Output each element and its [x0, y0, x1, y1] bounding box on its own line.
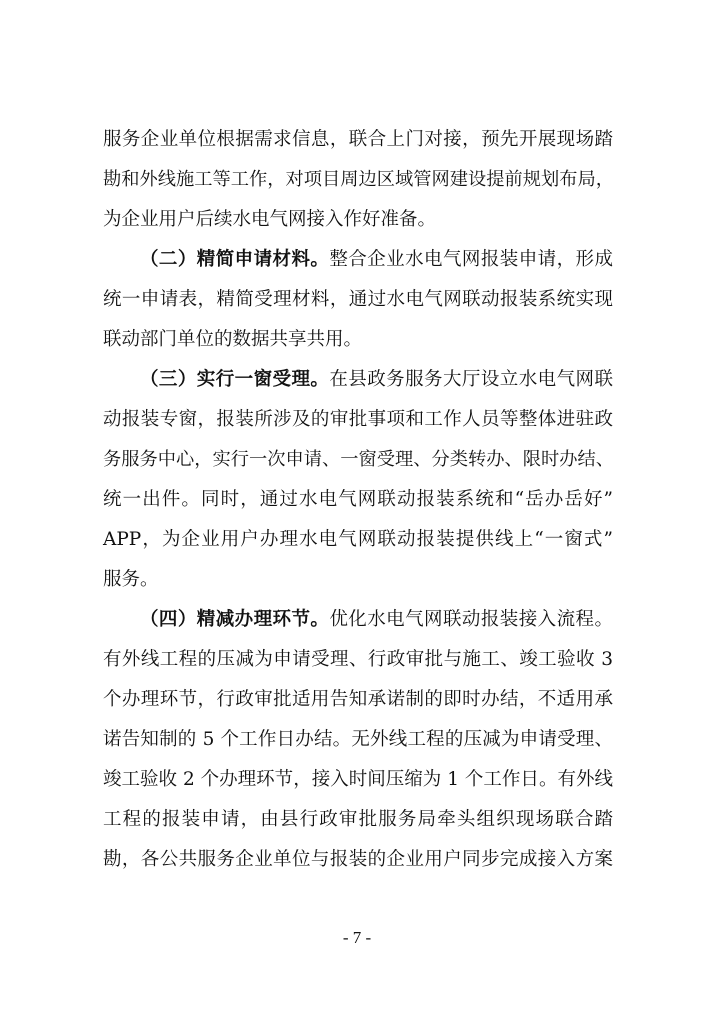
- body-line: 个办理环节，行政审批适用告知承诺制的即时办结，不适用承: [103, 689, 613, 710]
- body-line: 竣工验收 2 个办理环节，接入时间压缩为 1 个工作日。有外线: [103, 769, 613, 790]
- body-line: 统一出件。同时，通过水电气网联动报装系统和“岳办岳好”: [103, 489, 613, 510]
- body-line: 诺告知制的 5 个工作日办结。无外线工程的压减为申请受理、: [103, 729, 613, 750]
- body-line: 勘，各公共服务企业单位与报装的企业用户同步完成接入方案: [103, 849, 613, 870]
- body-line: 勘和外线施工等工作，对项目周边区域管网建设提前规划布局，: [103, 169, 614, 190]
- section-heading-line: （四）精减办理环节。优化水电气网联动报装接入流程。: [140, 609, 613, 630]
- body-line: 统一申请表，精简受理材料，通过水电气网联动报装系统实现: [103, 289, 613, 310]
- body-line: 有外线工程的压减为申请受理、行政审批与施工、竣工验收 3: [103, 649, 613, 670]
- body-line: APP，为企业用户办理水电气网联动报装提供线上“一窗式”: [103, 529, 613, 550]
- body-line: 务服务中心，实行一次申请、一窗受理、分类转办、限时办结、: [103, 449, 614, 470]
- body-line: 工程的报装申请，由县行政审批服务局牵头组织现场联合踏: [103, 809, 613, 830]
- page-number: - 7 -: [342, 928, 372, 947]
- section-heading-line: （二）精简申请材料。整合企业水电气网报装申请，形成: [140, 249, 613, 270]
- body-line: 服务企业单位根据需求信息，联合上门对接，预先开展现场踏: [103, 129, 613, 150]
- body-line: 联动部门单位的数据共享共用。: [103, 329, 363, 350]
- section-heading: （二）精简申请材料。: [140, 249, 330, 270]
- body-line: 服务。: [103, 569, 159, 590]
- body-line: 为企业用户后续水电气网接入作好准备。: [103, 209, 437, 230]
- body-line: 动报装专窗，报装所涉及的审批事项和工作人员等整体进驻政: [103, 409, 613, 430]
- section-heading: （三）实行一窗受理。: [140, 369, 330, 390]
- section-heading-line: （三）实行一窗受理。在县政务服务大厅设立水电气网联: [140, 369, 613, 390]
- section-heading: （四）精减办理环节。: [140, 609, 330, 630]
